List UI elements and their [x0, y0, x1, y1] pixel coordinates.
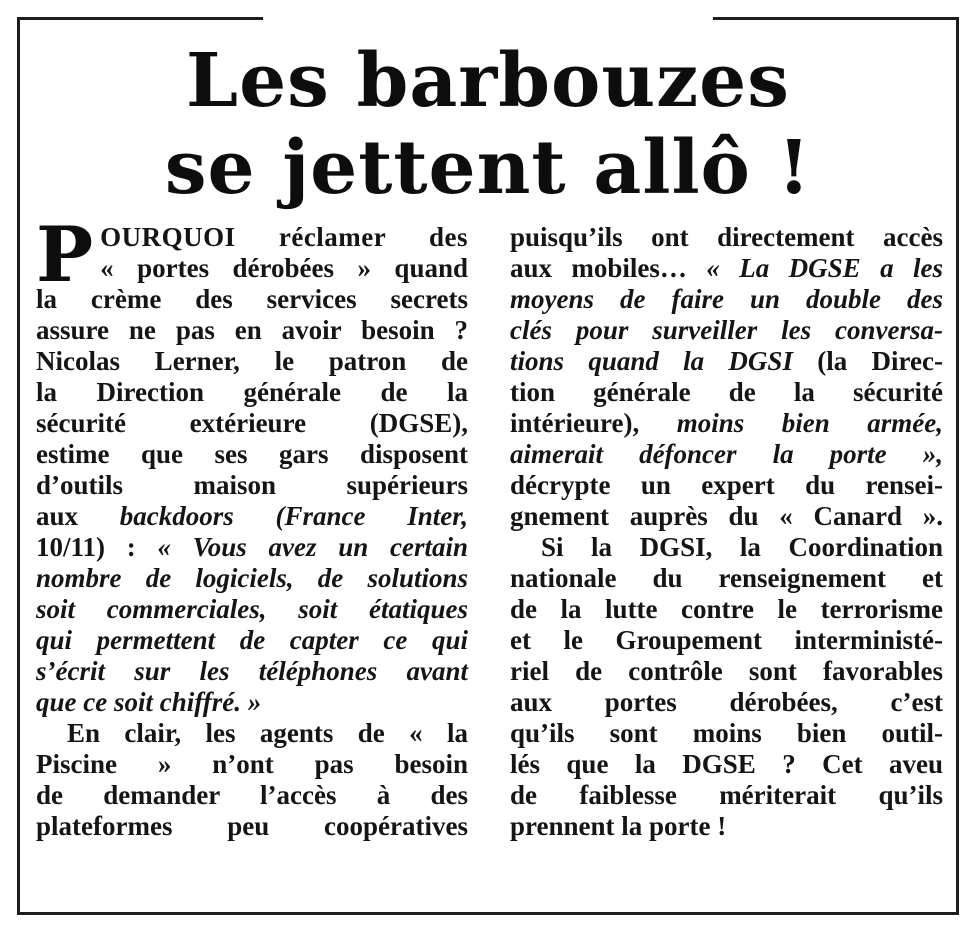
text-line: sécurité extérieure (DGSE),: [36, 408, 468, 438]
text-line: Si la DGSI, la Coordination: [541, 532, 943, 562]
text-line: aux portes dérobées, c’est: [510, 687, 943, 717]
text-fragment: backdoors (France Inter,: [119, 501, 468, 531]
right-column: [510, 222, 943, 842]
text-line: de faiblesse mériterait qu’ils: [510, 780, 943, 810]
text-line: OURQUOI réclamer des: [100, 222, 468, 252]
text-line: soit commerciales, soit étatiques: [36, 594, 468, 624]
text-line: gnement auprès du « Canard ».: [510, 501, 943, 531]
text-line: [36, 532, 468, 563]
text-fragment: « Vous avez un certain: [157, 532, 469, 562]
text-line: nationale du renseignement et: [510, 563, 943, 593]
text-fragment: aux mobiles…: [510, 253, 687, 283]
text-line: puisqu’ils ont directement accès: [510, 222, 943, 252]
text-line: la Direction générale de la: [36, 377, 468, 407]
text-line: [510, 253, 943, 284]
text-line: [510, 346, 943, 377]
text-line: tion générale de la sécurité: [510, 377, 943, 407]
text-line: prennent la porte !: [510, 811, 727, 841]
text-line: plateformes peu coopératives: [36, 811, 468, 841]
text-line: estime que ses gars disposent: [36, 439, 468, 469]
text-line: Nicolas Lerner, le patron de: [36, 346, 468, 376]
text-fragment: aux: [36, 501, 79, 531]
headline-line-2: se jettent allô !: [164, 125, 812, 211]
text-fragment: (la Direc-: [817, 346, 943, 376]
text-line: En clair, les agents de « la: [67, 718, 468, 748]
text-fragment: tions quand la DGSI: [510, 346, 793, 376]
text-line: clés pour surveiller les conversa-: [510, 315, 943, 345]
text-line: moyens de faire un double des: [510, 284, 943, 314]
text-line: aimerait défoncer la porte »,: [510, 439, 943, 469]
text-fragment: intérieure),: [510, 408, 640, 438]
text-line: de demander l’accès à des: [36, 780, 468, 810]
text-fragment: « La DGSE a les: [706, 253, 944, 283]
frame-top-gap: [263, 10, 713, 26]
left-column: [36, 210, 469, 842]
text-line: [510, 408, 943, 439]
drop-cap: P: [36, 210, 94, 299]
text-line: lés que la DGSE ? Cet aveu: [510, 749, 943, 779]
text-line: que ce soit chiffré. »: [36, 687, 262, 717]
text-line: la crème des services secrets: [36, 284, 468, 314]
text-line: s’écrit sur les téléphones avant: [36, 656, 468, 686]
text-line: nombre de logiciels, de solutions: [36, 563, 468, 593]
headline-line-1: Les barbouzes: [186, 38, 790, 124]
text-fragment: moins bien armée,: [676, 408, 943, 438]
text-line: décrypte un expert du rensei-: [510, 470, 943, 500]
text-line: « portes dérobées » quand: [100, 253, 468, 283]
headline: [0, 38, 976, 212]
text-line: qu’ils sont moins bien outil-: [510, 718, 943, 748]
text-line: riel de contrôle sont favorables: [510, 656, 943, 686]
text-line: assure ne pas en avoir besoin ?: [36, 315, 468, 345]
text-fragment: 10/11) :: [36, 532, 136, 562]
text-line: Piscine » n’ont pas besoin: [36, 749, 468, 779]
text-line: [36, 501, 468, 532]
text-line: d’outils maison supérieurs: [36, 470, 468, 500]
text-line: qui permettent de capter ce qui: [36, 625, 468, 655]
text-line: de la lutte contre le terrorisme: [510, 594, 943, 624]
text-line: et le Groupement interministé-: [510, 625, 943, 655]
